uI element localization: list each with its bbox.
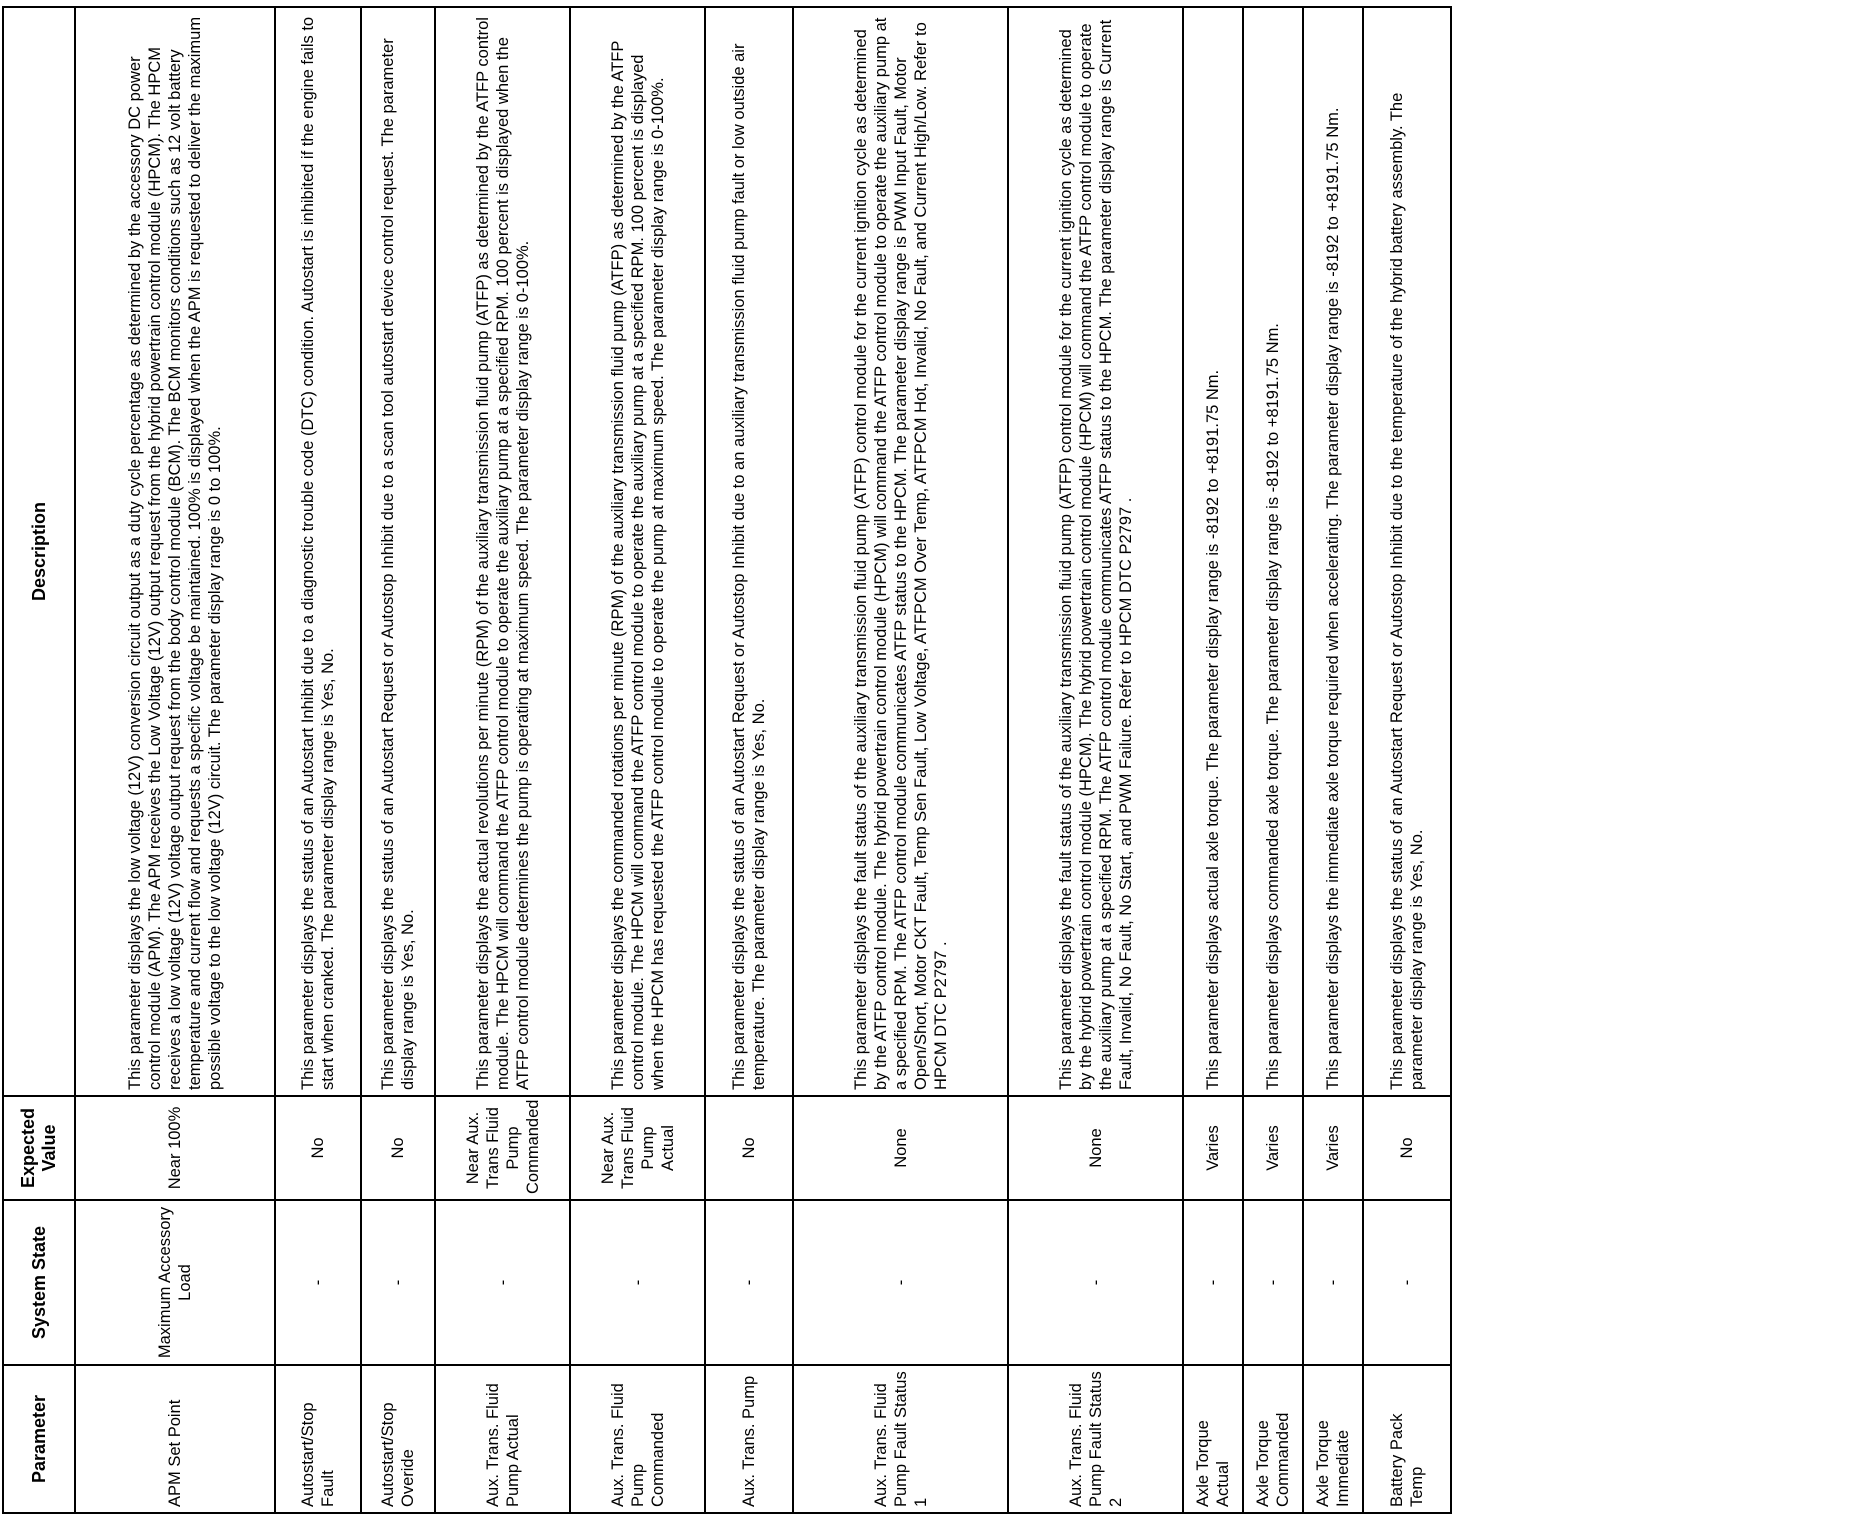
table-row: [1008, 7, 1183, 1513]
cell-system-state: -: [435, 1200, 570, 1365]
cell-description: This parameter displays the status of an Autostart Inhibit due to a diagnostic trouble code (DTC) condition. Autostart is inhibited if the engine fails to start when cranked. The parameter display range is Yes, No.: [275, 7, 361, 1096]
table-row: [1243, 7, 1303, 1513]
cell-parameter: APM Set Point: [75, 1365, 275, 1513]
cell-expected-value: No: [705, 1096, 793, 1200]
cell-expected-value: Near Aux. Trans Fluid Pump Actual: [570, 1096, 705, 1200]
cell-system-state: -: [1363, 1200, 1451, 1365]
cell-description: This parameter displays the status of an Autostart Request or Autostop Inhibit due to a scan tool autostart device control request. The parameter display range is Yes, No.: [361, 7, 435, 1096]
cell-parameter: Aux. Trans. Pump: [705, 1365, 793, 1513]
table-row: [75, 7, 275, 1513]
header-parameter: Parameter: [3, 1365, 75, 1513]
table-row: [361, 7, 435, 1513]
cell-parameter: Aux. Trans. Fluid Pump Fault Status 1: [793, 1365, 1008, 1513]
cell-system-state: Maximum Accessory Load: [75, 1200, 275, 1365]
table-row: [1303, 7, 1363, 1513]
cell-parameter: Axle Torque Immediate: [1303, 1365, 1363, 1513]
cell-description: This parameter displays the immediate axle torque required when accelerating. The parameter display range is -8192 to +8191.75 Nm.: [1303, 7, 1363, 1096]
header-description: Description: [3, 7, 75, 1096]
cell-system-state: -: [1183, 1200, 1243, 1365]
header-expected-value: Expected Value: [3, 1096, 75, 1200]
table-row: [435, 7, 570, 1513]
cell-parameter: Aux. Trans. Fluid Pump Commanded: [570, 1365, 705, 1513]
cell-description: This parameter displays the actual revolutions per minute (RPM) of the auxiliary transmission fluid pump (ATFP) as determined by the ATFP control module. The HPCM will command the ATFP control module to operate the auxiliary pump at a specified RPM. 100 percent is displayed when the ATFP control module determines the pump is operating at maximum speed. The parameter display range is 0-100%.: [435, 7, 570, 1096]
cell-expected-value: No: [275, 1096, 361, 1200]
cell-description: This parameter displays actual axle torque. The parameter display range is -8192 to +8191.75 Nm.: [1183, 7, 1243, 1096]
cell-expected-value: None: [1008, 1096, 1183, 1200]
cell-parameter: Autostart/Stop Overide: [361, 1365, 435, 1513]
cell-description: This parameter displays the status of an Autostart Request or Autostop Inhibit due to the temperature of the hybrid battery assembly. The parameter display range is Yes, No.: [1363, 7, 1451, 1096]
cell-system-state: -: [1303, 1200, 1363, 1365]
table-header-row: [3, 7, 75, 1513]
cell-description: This parameter displays the fault status of the auxiliary transmission fluid pump (ATFP) control module for the current ignition cycle as determined by the ATFP control module. The hybrid powertrain control module (HPCM) will command the ATFP control module to operate the auxiliary pump at a specified RPM. The ATFP control module communicates ATFP status to the HPCM. The parameter display range is PWM Input Fault, Motor Open/Short, Motor CKT Fault, Temp Sen Fault, Low Voltage, ATFPCM Over Temp, ATFPCM Hot, Invalid, No Fault, and Current High/Low. Refer to HPCM DTC P2797 .: [793, 7, 1008, 1096]
cell-expected-value: No: [1363, 1096, 1451, 1200]
cell-description: This parameter displays commanded axle torque. The parameter display range is -8192 to +8191.75 Nm.: [1243, 7, 1303, 1096]
cell-expected-value: Varies: [1183, 1096, 1243, 1200]
table-row: [570, 7, 705, 1513]
cell-system-state: -: [1243, 1200, 1303, 1365]
cell-expected-value: Varies: [1303, 1096, 1363, 1200]
parameter-table: [2, 6, 1452, 1514]
table-row: [1183, 7, 1243, 1513]
cell-system-state: -: [705, 1200, 793, 1365]
cell-description: This parameter displays the fault status of the auxiliary transmission fluid pump (ATFP) control module for the current ignition cycle as determined by the hybrid powertrain control module (HPCM). The hybrid powertrain control module (HPCM) will command the ATFP control module to operate the auxiliary pump at a specified RPM. The ATFP control module communicates ATFP status to the HPCM. The parameter display range is Current Fault, Invalid, No Fault, No Start, and PWM Failure. Refer to HPCM DTC P2797 .: [1008, 7, 1183, 1096]
table-row: [793, 7, 1008, 1513]
cell-parameter: Axle Torque Commanded: [1243, 1365, 1303, 1513]
cell-system-state: -: [570, 1200, 705, 1365]
cell-expected-value: Near Aux. Trans Fluid Pump Commanded: [435, 1096, 570, 1200]
cell-system-state: -: [361, 1200, 435, 1365]
table-row: [705, 7, 793, 1513]
cell-parameter: Battery Pack Temp: [1363, 1365, 1451, 1513]
cell-parameter: Aux. Trans. Fluid Pump Fault Status 2: [1008, 1365, 1183, 1513]
cell-expected-value: None: [793, 1096, 1008, 1200]
cell-system-state: -: [793, 1200, 1008, 1365]
table-row: [1363, 7, 1451, 1513]
cell-parameter: Autostart/Stop Fault: [275, 1365, 361, 1513]
cell-parameter: Axle Torque Actual: [1183, 1365, 1243, 1513]
cell-system-state: -: [275, 1200, 361, 1365]
cell-description: This parameter displays the commanded rotations per minute (RPM) of the auxiliary transmission fluid pump (ATFP) as determined by the ATFP control module. The HPCM will command the ATFP control module to operate the auxiliary pump at a specified RPM. 100 percent is displayed when the HPCM has requested the ATFP control module to operate the pump at maximum speed. The parameter display range is 0-100%.: [570, 7, 705, 1096]
cell-description: This parameter displays the low voltage (12V) conversion circuit output as a duty cycle percentage as determined by the accessory DC power control module (APM). The APM receives the Low Voltage (12V) output request from the hybrid powertrain control module (HPCM). The HPCM receives a low voltage (12V) voltage output request from the body control module (BCM). The BCM monitors conditions such as 12 volt battery temperature and current flow and requests a specific voltage be maintained. 100% is displayed when the APM is requested to deliver the maximum possible voltage to the low voltage (12V) circuit. The parameter display range is 0 to 100%.: [75, 7, 275, 1096]
table-row: [275, 7, 361, 1513]
cell-description: This parameter displays the status of an Autostart Request or Autostop Inhibit due to an auxiliary transmission fluid pump fault or low outside air temperature. The parameter display range is Yes, No.: [705, 7, 793, 1096]
cell-expected-value: No: [361, 1096, 435, 1200]
cell-expected-value: Near 100%: [75, 1096, 275, 1200]
header-system-state: System State: [3, 1200, 75, 1365]
cell-expected-value: Varies: [1243, 1096, 1303, 1200]
cell-parameter: Aux. Trans. Fluid Pump Actual: [435, 1365, 570, 1513]
cell-system-state: -: [1008, 1200, 1183, 1365]
